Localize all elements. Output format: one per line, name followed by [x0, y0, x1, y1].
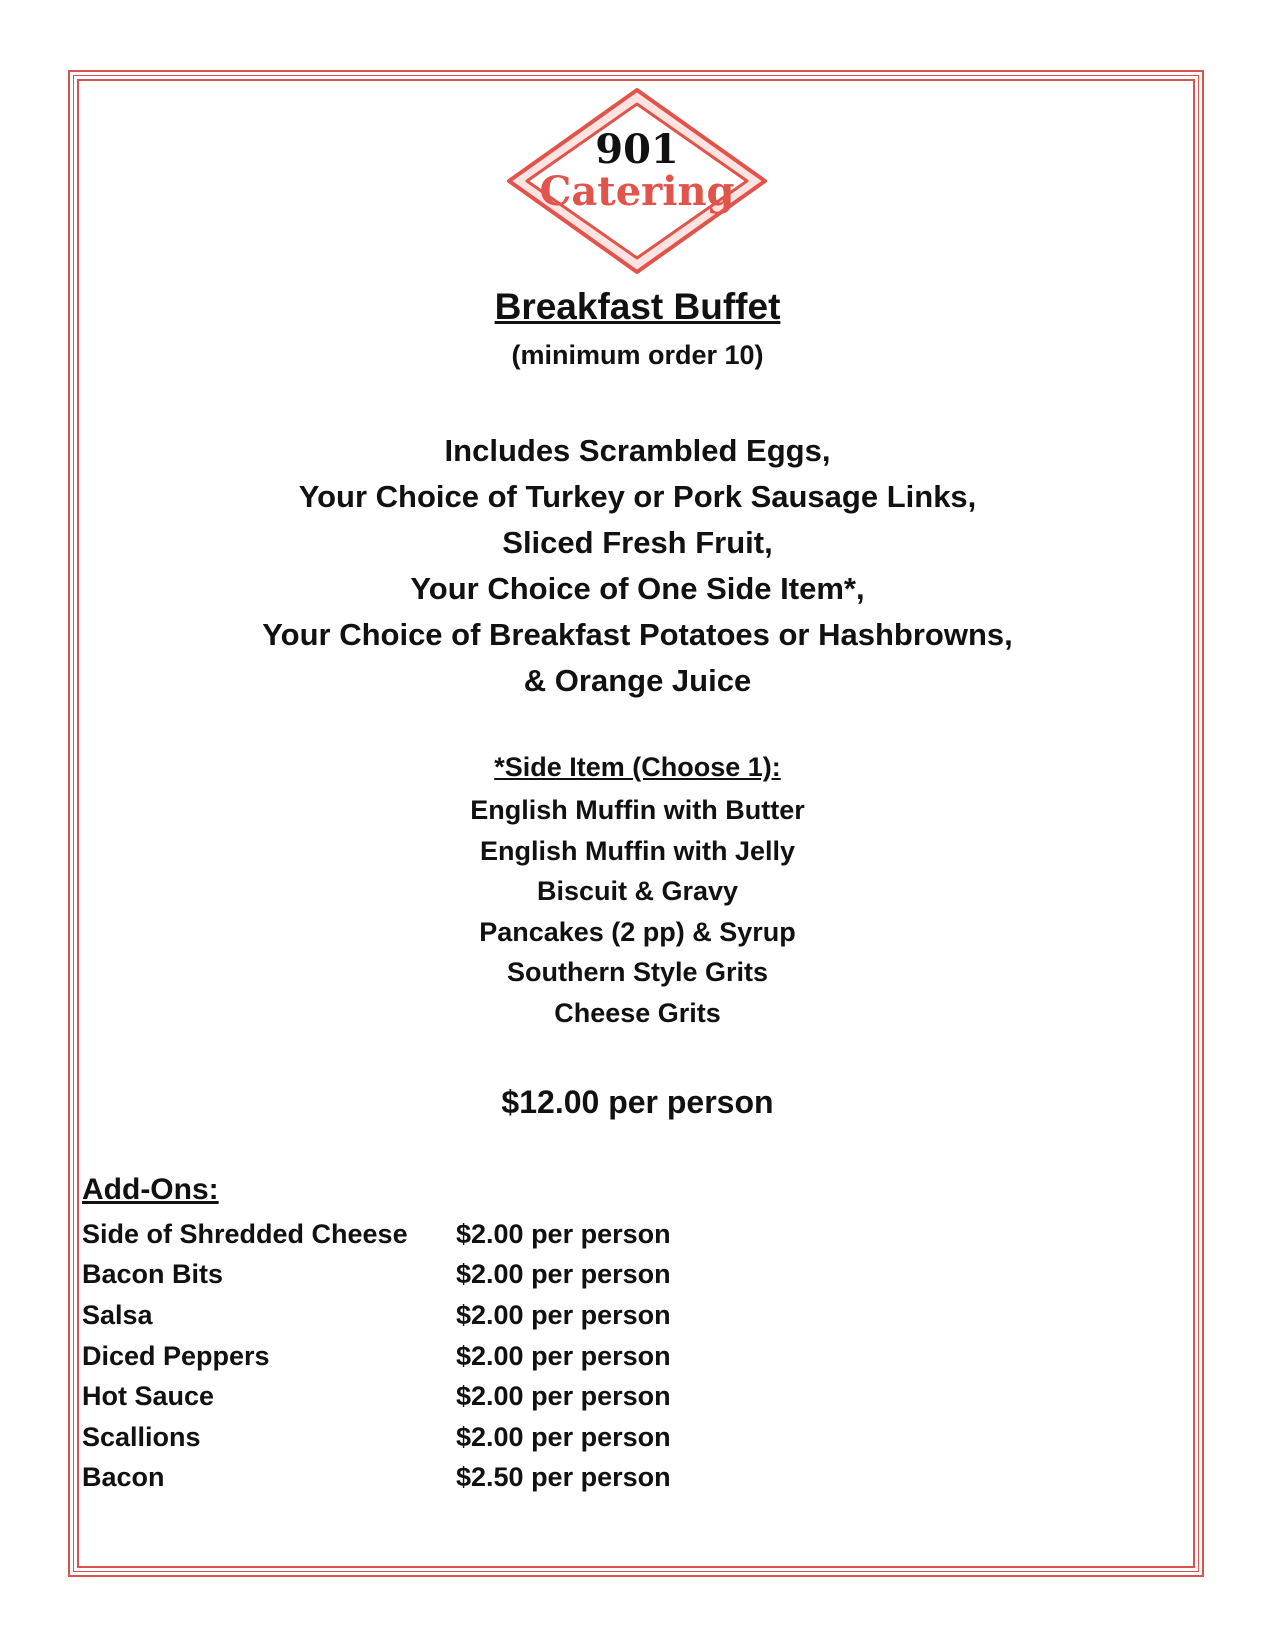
addon-price: $2.00 per person	[456, 1381, 671, 1412]
addon-name: Hot Sauce	[82, 1381, 215, 1412]
buffet-price: $12.00 per person	[501, 1084, 774, 1120]
addon-row	[82, 1376, 671, 1417]
includes-line: Your Choice of One Side Item*,	[410, 571, 865, 606]
addon-price: $2.00 per person	[456, 1218, 671, 1249]
side-item: Biscuit & Gravy	[536, 876, 739, 907]
addon-name: Diced Peppers	[82, 1340, 270, 1371]
side-item: English Muffin with Butter	[470, 795, 805, 825]
addon-row	[82, 1417, 671, 1458]
minimum-order-note: (minimum order 10)	[511, 340, 764, 370]
addon-row	[82, 1295, 671, 1336]
addon-price: $2.00 per person	[456, 1340, 671, 1371]
addon-row	[82, 1255, 671, 1296]
includes-line: Includes Scrambled Eggs,	[444, 433, 831, 468]
side-item: English Muffin with Jelly	[479, 835, 795, 866]
includes-line: Sliced Fresh Fruit,	[502, 525, 773, 560]
addon-row	[82, 1336, 671, 1377]
side-item: Cheese Grits	[554, 997, 721, 1028]
logo-word: Catering	[539, 168, 735, 215]
side-item-heading: *Side Item (Choose 1):	[494, 752, 781, 782]
logo-number: 901	[595, 126, 679, 173]
side-item-list	[0, 790, 1275, 1034]
includes-line: Your Choice of Breakfast Potatoes or Hashbrowns,	[262, 617, 1013, 652]
addon-name: Bacon	[82, 1462, 165, 1493]
menu-title: Breakfast Buffet	[494, 286, 781, 327]
addons-list	[82, 1214, 671, 1498]
catering-logo	[497, 86, 777, 276]
addon-row	[82, 1458, 671, 1499]
includes-list	[0, 428, 1275, 704]
addon-name: Scallions	[82, 1421, 201, 1452]
addon-price: $2.50 per person	[456, 1462, 671, 1493]
addon-row	[82, 1214, 671, 1255]
addon-price: $2.00 per person	[456, 1259, 671, 1290]
addon-price: $2.00 per person	[456, 1299, 671, 1330]
addon-name: Bacon Bits	[82, 1259, 224, 1290]
addon-name: Side of Shredded Cheese	[82, 1218, 408, 1249]
includes-line: Your Choice of Turkey or Pork Sausage Links,	[298, 479, 977, 514]
side-item: Southern Style Grits	[506, 957, 769, 988]
side-item: Pancakes (2 pp) & Syrup	[479, 916, 796, 947]
addon-name: Salsa	[82, 1299, 153, 1330]
includes-line: & Orange Juice	[523, 663, 752, 698]
addon-price: $2.00 per person	[456, 1421, 671, 1452]
addons-heading: Add-Ons:	[82, 1173, 219, 1206]
